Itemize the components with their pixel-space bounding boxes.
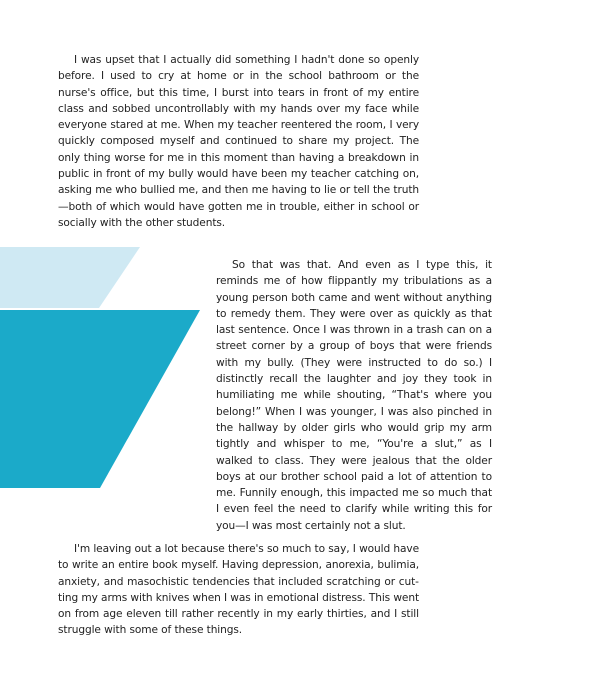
paragraph-1: I was upset that I actually did something I hadn't done so openly before. I used to cry at home or in the school bathroom or the nurse's office, but this time, I burst into tears in front of my entire class and sobbed uncontrollably with my hands over my face while everyone stared at me. When my teacher reentered the room, I very quickly composed myself and continued to share my project. The only thing worse for me in this moment than having a breakdown in public in front of my bully would have been my teacher catching on, asking me who bullied me, and then me having to lie or tell the truth—both of which would have gotten me in trouble, either in school or socially with the other students.	[58, 54, 419, 229]
light-blue-parallelogram	[0, 247, 140, 308]
paragraph-2: So that was that. And even as I type this, it reminds me of how flippantly my tribulations as a young person both came and went without anything to remedy them. They were over as quickly as that last sentence. Once I was thrown in a trash can on a street corner by a group of boys that were friends with my bully. (They were instructed to do so.) I distinctly recall the laughter and joy they took in humiliating me while shouting, “That's where you belong!” When I was younger, I was also pinched in the hallway by older girls who would grip my arm tightly and whisper to me, “You're a slut,” as I walked to class. They were jealous that the older boys at our brother school paid a lot of attention to me. Funnily enough, this impacted me so much that I even feel the need to clarify while writing this for you—I was most certainly not a slut.	[216, 259, 492, 532]
teal-parallelogram	[0, 310, 200, 488]
paragraph-3: I'm leaving out a lot because there's so much to say, I would have to write an entire book myself. Having depression, anorexia, bulimia, anxiety, and masochistic tendencies that included scratching or cutting my arms with knives when I was in emotional distress. This went on from age eleven till rather recently in my early thirties, and I still struggle with some of these things.	[58, 543, 420, 637]
